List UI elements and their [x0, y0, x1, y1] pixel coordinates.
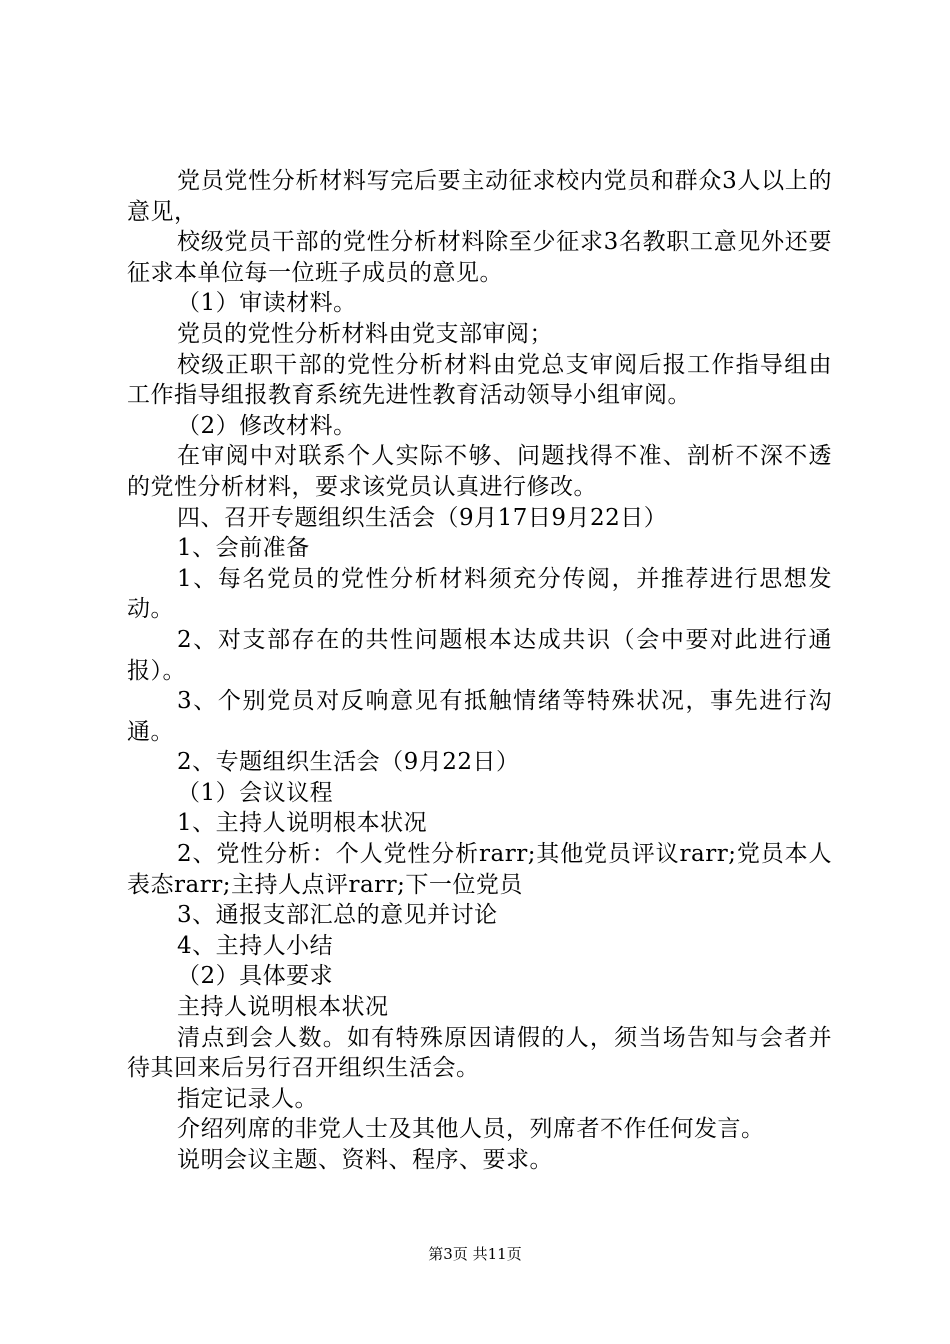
paragraph: （1）会议议程: [177, 779, 334, 806]
paragraph: 校级正职干部的党性分析材料由党总支审阅后报工作指导组由工作指导组报教育系统先进性教育活动领导小组审阅。: [127, 351, 832, 409]
paragraph: 介绍列席的非党人士及其他人员，列席者不作任何发言。: [177, 1116, 765, 1143]
paragraph: （1）审读材料。: [177, 290, 357, 317]
paragraph: 3、个别党员对反响意见有抵触情绪等特殊状况，事先进行沟通。: [127, 688, 832, 745]
paragraph: 2、党性分析：个人党性分析rarr;其他党员评议rarr;党员本人表态rarr;主持人点评rarr;下一位党员: [127, 841, 832, 898]
paragraph: 党员的党性分析材料由党支部审阅；: [177, 320, 553, 347]
paragraph: 2、专题组织生活会（9月22日）: [177, 749, 520, 776]
paragraph: 4、主持人小结: [177, 932, 334, 959]
paragraph: 2、对支部存在的共性问题根本达成共识（会中要对此进行通报）。: [127, 626, 832, 684]
paragraph: （2）修改材料。: [177, 412, 357, 439]
paragraph: 清点到会人数。如有特殊原因请假的人，须当场告知与会者并待其回来后另行召开组织生活会。: [127, 1024, 832, 1082]
section-heading: 四、召开专题组织生活会（9月17日9月22日）: [177, 504, 668, 531]
paragraph: （2）具体要求: [177, 963, 334, 990]
paragraph: 指定记录人。: [177, 1085, 318, 1112]
paragraph: 党员党性分析材料写完后要主动征求校内党员和群众3人以上的意见，: [127, 168, 832, 225]
paragraph: 1、会前准备: [177, 535, 310, 562]
paragraph: 1、主持人说明根本状况: [177, 810, 428, 837]
paragraph: 1、每名党员的党性分析材料须充分传阅，并推荐进行思想发动。: [127, 565, 832, 623]
page-footer: 第3页 共11页: [428, 1245, 522, 1263]
document-body: [127, 166, 832, 1176]
paragraph: 说明会议主题、资料、程序、要求。: [177, 1147, 553, 1173]
paragraph: 在审阅中对联系个人实际不够、问题找得不准、剖析不深不透的党性分析材料，要求该党员认真进行修改。: [127, 443, 832, 500]
paragraph: 主持人说明根本状况: [177, 994, 389, 1021]
paragraph: 校级党员干部的党性分析材料除至少征求3名教职工意见外还要征求本单位每一位班子成员的意见。: [127, 229, 832, 286]
paragraph: 3、通报支部汇总的意见并讨论: [177, 902, 498, 929]
